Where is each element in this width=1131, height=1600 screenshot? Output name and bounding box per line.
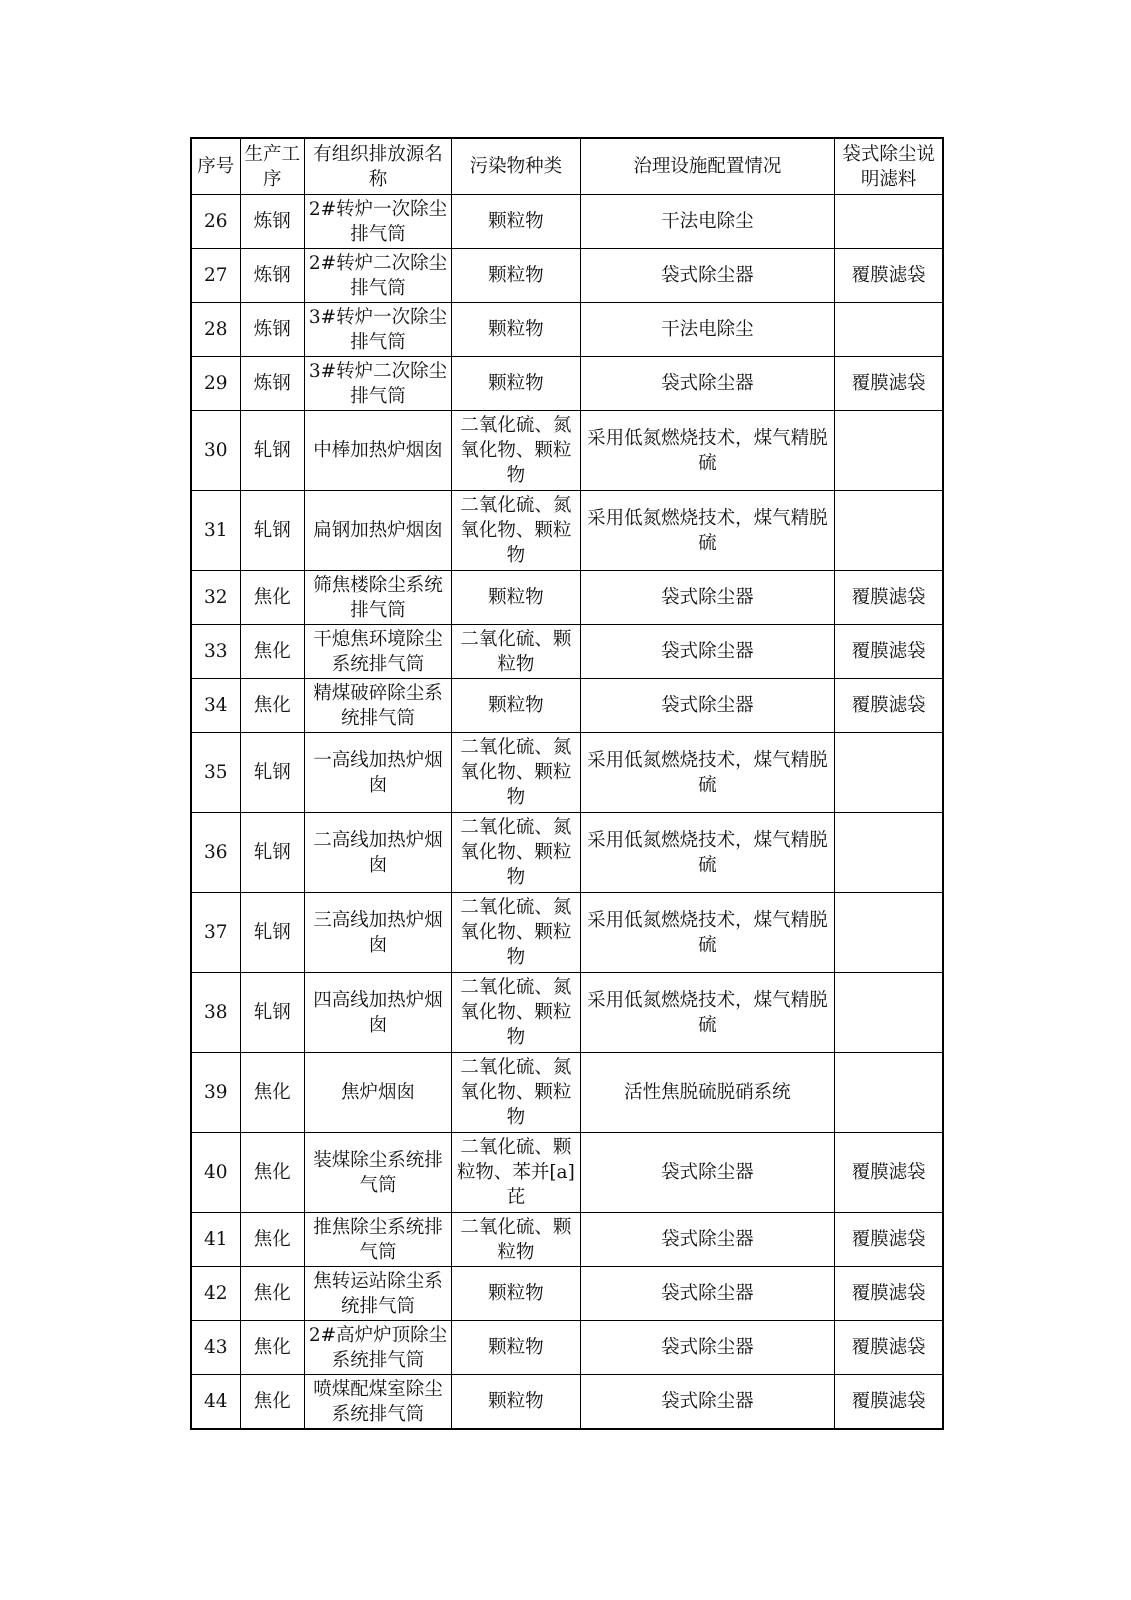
cell-filter: 覆膜滤袋 <box>835 357 943 411</box>
cell-source-name: 扁钢加热炉烟囱 <box>304 491 451 571</box>
cell-pollutant: 颗粒物 <box>452 249 580 303</box>
cell-facility: 袋式除尘器 <box>580 571 835 625</box>
cell-pollutant: 二氧化硫、氮氧化物、颗粒物 <box>452 893 580 973</box>
cell-source-name: 四高线加热炉烟囱 <box>304 973 451 1053</box>
cell-filter: 覆膜滤袋 <box>835 249 943 303</box>
cell-pollutant: 二氧化硫、颗粒物 <box>452 1213 580 1267</box>
table-row <box>191 813 943 893</box>
cell-pollutant: 二氧化硫、氮氧化物、颗粒物 <box>452 1053 580 1133</box>
cell-serial-no: 26 <box>191 195 240 249</box>
cell-filter <box>835 813 943 893</box>
cell-facility: 采用低氮燃烧技术，煤气精脱硫 <box>580 893 835 973</box>
table-row <box>191 1213 943 1267</box>
cell-serial-no: 44 <box>191 1375 240 1430</box>
cell-serial-no: 43 <box>191 1321 240 1375</box>
cell-process: 焦化 <box>240 1267 304 1321</box>
cell-filter: 覆膜滤袋 <box>835 571 943 625</box>
cell-facility: 采用低氮燃烧技术，煤气精脱硫 <box>580 733 835 813</box>
cell-facility: 采用低氮燃烧技术，煤气精脱硫 <box>580 491 835 571</box>
cell-filter: 覆膜滤袋 <box>835 1133 943 1213</box>
cell-facility: 袋式除尘器 <box>580 1213 835 1267</box>
cell-pollutant: 二氧化硫、氮氧化物、颗粒物 <box>452 973 580 1053</box>
cell-serial-no: 32 <box>191 571 240 625</box>
cell-facility: 干法电除尘 <box>580 195 835 249</box>
header-serial-no: 序号 <box>191 138 240 195</box>
table-row <box>191 1053 943 1133</box>
cell-process: 轧钢 <box>240 733 304 813</box>
table-row <box>191 625 943 679</box>
cell-pollutant: 颗粒物 <box>452 303 580 357</box>
cell-source-name: 2#高炉炉顶除尘系统排气筒 <box>304 1321 451 1375</box>
cell-process: 轧钢 <box>240 973 304 1053</box>
cell-source-name: 3#转炉一次除尘排气筒 <box>304 303 451 357</box>
header-pollutant-type: 污染物种类 <box>452 138 580 195</box>
cell-process: 焦化 <box>240 1213 304 1267</box>
table-row <box>191 1321 943 1375</box>
cell-pollutant: 颗粒物 <box>452 357 580 411</box>
table-row <box>191 1375 943 1430</box>
cell-pollutant: 颗粒物 <box>452 1267 580 1321</box>
cell-facility: 袋式除尘器 <box>580 249 835 303</box>
table-row <box>191 733 943 813</box>
cell-pollutant: 颗粒物 <box>452 195 580 249</box>
cell-process: 轧钢 <box>240 491 304 571</box>
header-process: 生产工序 <box>240 138 304 195</box>
cell-filter <box>835 195 943 249</box>
table-row <box>191 1267 943 1321</box>
cell-filter <box>835 303 943 357</box>
cell-serial-no: 35 <box>191 733 240 813</box>
cell-serial-no: 39 <box>191 1053 240 1133</box>
cell-facility: 采用低氮燃烧技术，煤气精脱硫 <box>580 411 835 491</box>
cell-serial-no: 34 <box>191 679 240 733</box>
table-row <box>191 973 943 1053</box>
table-row <box>191 411 943 491</box>
cell-facility: 袋式除尘器 <box>580 1375 835 1430</box>
table-row <box>191 249 943 303</box>
cell-source-name: 焦转运站除尘系统排气筒 <box>304 1267 451 1321</box>
cell-facility: 干法电除尘 <box>580 303 835 357</box>
cell-serial-no: 41 <box>191 1213 240 1267</box>
cell-process: 炼钢 <box>240 195 304 249</box>
cell-filter <box>835 973 943 1053</box>
cell-source-name: 2#转炉一次除尘排气筒 <box>304 195 451 249</box>
cell-serial-no: 36 <box>191 813 240 893</box>
cell-process: 焦化 <box>240 1375 304 1430</box>
cell-facility: 袋式除尘器 <box>580 357 835 411</box>
cell-facility: 活性焦脱硫脱硝系统 <box>580 1053 835 1133</box>
cell-filter <box>835 733 943 813</box>
cell-filter <box>835 411 943 491</box>
cell-pollutant: 二氧化硫、氮氧化物、颗粒物 <box>452 733 580 813</box>
cell-process: 焦化 <box>240 679 304 733</box>
cell-serial-no: 40 <box>191 1133 240 1213</box>
cell-process: 炼钢 <box>240 357 304 411</box>
cell-filter: 覆膜滤袋 <box>835 1213 943 1267</box>
header-filter-material: 袋式除尘说明滤料 <box>835 138 943 195</box>
cell-source-name: 二高线加热炉烟囱 <box>304 813 451 893</box>
cell-filter: 覆膜滤袋 <box>835 1375 943 1430</box>
cell-facility: 采用低氮燃烧技术，煤气精脱硫 <box>580 973 835 1053</box>
cell-filter: 覆膜滤袋 <box>835 1321 943 1375</box>
table-row <box>191 303 943 357</box>
cell-process: 焦化 <box>240 1053 304 1133</box>
cell-source-name: 三高线加热炉烟囱 <box>304 893 451 973</box>
table-row <box>191 195 943 249</box>
table-row <box>191 679 943 733</box>
cell-serial-no: 42 <box>191 1267 240 1321</box>
header-source-name: 有组织排放源名称 <box>304 138 451 195</box>
cell-source-name: 焦炉烟囱 <box>304 1053 451 1133</box>
cell-process: 轧钢 <box>240 893 304 973</box>
cell-source-name: 3#转炉二次除尘排气筒 <box>304 357 451 411</box>
table-header-row <box>191 138 943 195</box>
cell-serial-no: 29 <box>191 357 240 411</box>
cell-source-name: 干熄焦环境除尘系统排气筒 <box>304 625 451 679</box>
cell-filter: 覆膜滤袋 <box>835 625 943 679</box>
cell-pollutant: 二氧化硫、氮氧化物、颗粒物 <box>452 813 580 893</box>
cell-serial-no: 38 <box>191 973 240 1053</box>
cell-source-name: 一高线加热炉烟囱 <box>304 733 451 813</box>
cell-process: 轧钢 <box>240 411 304 491</box>
cell-serial-no: 33 <box>191 625 240 679</box>
cell-serial-no: 31 <box>191 491 240 571</box>
cell-pollutant: 二氧化硫、氮氧化物、颗粒物 <box>452 411 580 491</box>
cell-pollutant: 二氧化硫、颗粒物 <box>452 625 580 679</box>
cell-pollutant: 颗粒物 <box>452 1375 580 1430</box>
cell-source-name: 筛焦楼除尘系统排气筒 <box>304 571 451 625</box>
cell-serial-no: 37 <box>191 893 240 973</box>
table-row <box>191 1133 943 1213</box>
table-row <box>191 571 943 625</box>
cell-pollutant: 颗粒物 <box>452 571 580 625</box>
table-row <box>191 357 943 411</box>
header-facility: 治理设施配置情况 <box>580 138 835 195</box>
cell-source-name: 精煤破碎除尘系统排气筒 <box>304 679 451 733</box>
cell-serial-no: 27 <box>191 249 240 303</box>
table-row <box>191 491 943 571</box>
cell-process: 炼钢 <box>240 249 304 303</box>
cell-source-name: 推焦除尘系统排气筒 <box>304 1213 451 1267</box>
cell-pollutant: 二氧化硫、颗粒物、苯并[a]芘 <box>452 1133 580 1213</box>
cell-source-name: 装煤除尘系统排气筒 <box>304 1133 451 1213</box>
cell-process: 焦化 <box>240 625 304 679</box>
table-row <box>191 893 943 973</box>
cell-pollutant: 颗粒物 <box>452 679 580 733</box>
cell-facility: 袋式除尘器 <box>580 1133 835 1213</box>
cell-serial-no: 28 <box>191 303 240 357</box>
cell-facility: 袋式除尘器 <box>580 679 835 733</box>
cell-filter <box>835 893 943 973</box>
cell-filter: 覆膜滤袋 <box>835 679 943 733</box>
cell-facility: 袋式除尘器 <box>580 625 835 679</box>
cell-source-name: 中棒加热炉烟囱 <box>304 411 451 491</box>
cell-serial-no: 30 <box>191 411 240 491</box>
cell-filter <box>835 1053 943 1133</box>
cell-filter: 覆膜滤袋 <box>835 1267 943 1321</box>
cell-process: 轧钢 <box>240 813 304 893</box>
cell-pollutant: 二氧化硫、氮氧化物、颗粒物 <box>452 491 580 571</box>
cell-facility: 袋式除尘器 <box>580 1267 835 1321</box>
cell-process: 焦化 <box>240 1321 304 1375</box>
cell-source-name: 2#转炉二次除尘排气筒 <box>304 249 451 303</box>
cell-process: 炼钢 <box>240 303 304 357</box>
cell-facility: 采用低氮燃烧技术，煤气精脱硫 <box>580 813 835 893</box>
emission-sources-table <box>190 137 944 1430</box>
cell-pollutant: 颗粒物 <box>452 1321 580 1375</box>
cell-process: 焦化 <box>240 571 304 625</box>
cell-source-name: 喷煤配煤室除尘系统排气筒 <box>304 1375 451 1430</box>
cell-facility: 袋式除尘器 <box>580 1321 835 1375</box>
cell-process: 焦化 <box>240 1133 304 1213</box>
cell-filter <box>835 491 943 571</box>
